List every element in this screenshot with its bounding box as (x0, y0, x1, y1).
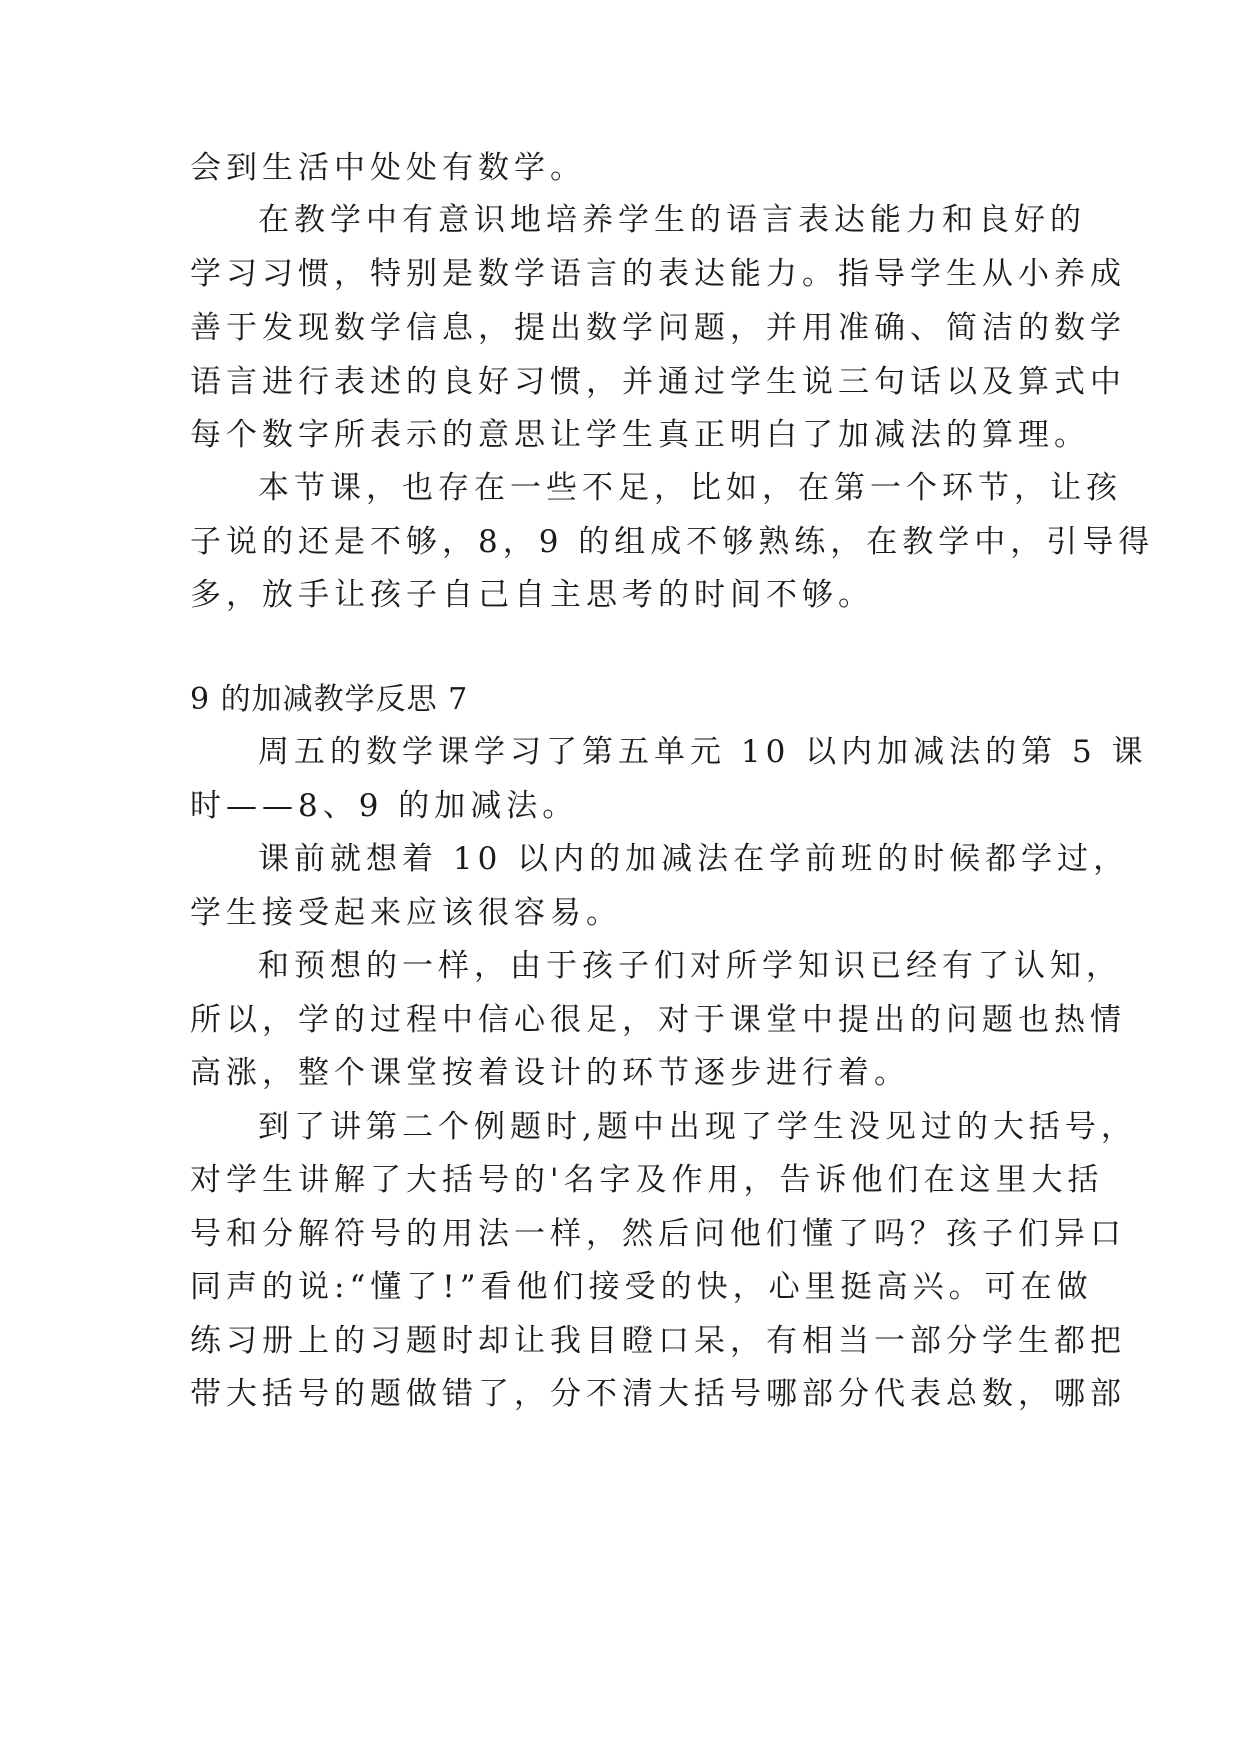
paragraph-line: 时——8、9 的加减法。 (190, 788, 579, 824)
paragraph-line: 带大括号的题做错了，分不清大括号哪部分代表总数，哪部 (190, 1376, 1126, 1412)
paragraph-line: 子说的还是不够，8，9 的组成不够熟练，在教学中，引导得 (190, 524, 1155, 560)
paragraph-line: 多，放手让孩子自己自主思考的时间不够。 (190, 577, 874, 613)
paragraph-line: 高涨，整个课堂按着设计的环节逐步进行着。 (190, 1055, 910, 1091)
paragraph-line: 善于发现数学信息，提出数学问题，并用准确、简洁的数学 (190, 310, 1126, 346)
paragraph-line: 周五的数学课学习了第五单元 10 以内加减法的第 5 课 (258, 734, 1148, 770)
paragraph-line: 到了讲第二个例题时,题中出现了学生没见过的大括号， (258, 1109, 1137, 1145)
paragraph-line: 对学生讲解了大括号的'名字及作用，告诉他们在这里大括 (190, 1162, 1104, 1198)
paragraph-line: 会到生活中处处有数学。 (190, 150, 586, 186)
paragraph-line: 所以，学的过程中信心很足，对于课堂中提出的问题也热情 (190, 1002, 1126, 1038)
paragraph-line: 在教学中有意识地培养学生的语言表达能力和良好的 (258, 202, 1086, 238)
paragraph-line: 学生接受起来应该很容易。 (190, 895, 622, 931)
paragraph-line: 练习册上的习题时却让我目瞪口呆，有相当一部分学生都把 (190, 1323, 1126, 1359)
paragraph-line: 学习习惯，特别是数学语言的表达能力。指导学生从小养成 (190, 256, 1126, 292)
paragraph-line: 本节课，也存在一些不足，比如，在第一个环节，让孩 (258, 470, 1122, 506)
section-heading: 9 的加减教学反思 7 (190, 682, 469, 717)
paragraph-line: 号和分解符号的用法一样，然后问他们懂了吗？孩子们异口 (190, 1216, 1126, 1252)
paragraph-line: 每个数字所表示的意思让学生真正明白了加减法的算理。 (190, 417, 1090, 453)
paragraph-line: 课前就想着 10 以内的加减法在学前班的时候都学过， (258, 841, 1130, 877)
paragraph-line: 语言进行表述的良好习惯，并通过学生说三句话以及算式中 (190, 364, 1126, 400)
paragraph-line: 和预想的一样，由于孩子们对所学知识已经有了认知， (258, 948, 1122, 984)
paragraph-line: 同声的说:“懂了!”看他们接受的快，心里挺高兴。可在做 (190, 1269, 1093, 1305)
